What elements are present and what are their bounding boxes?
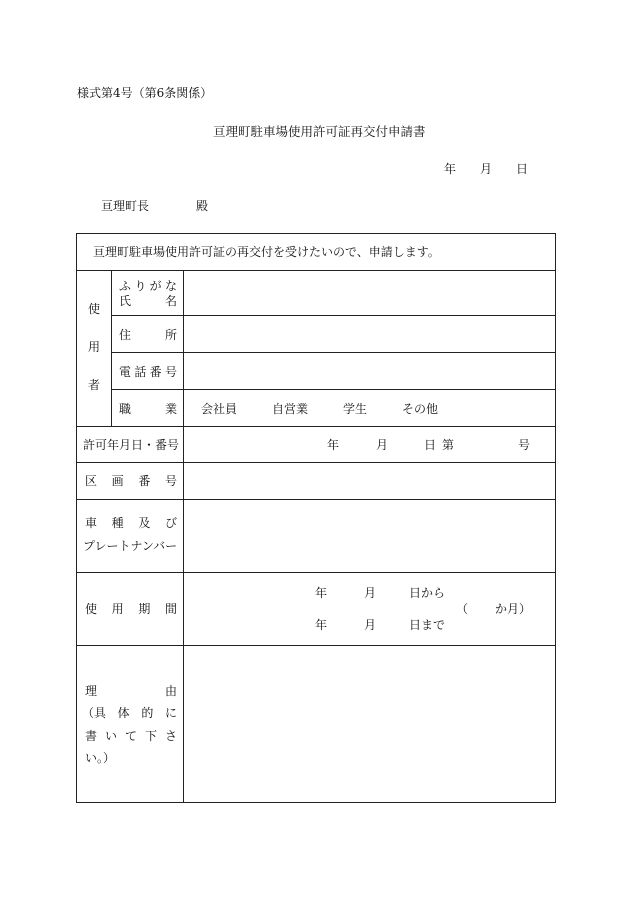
occupation-option-other[interactable]: その他 xyxy=(402,402,439,416)
reason-note-line2: 書 い て 下 さ xyxy=(85,729,177,743)
furigana-label: ふ り が な xyxy=(119,279,177,293)
row-divider xyxy=(111,389,555,390)
address-label: 住 所 xyxy=(119,328,177,342)
period-from-day-label: 日から xyxy=(409,586,446,600)
period-from-year-label: 年 xyxy=(315,586,328,600)
row-divider xyxy=(77,645,555,646)
column-divider xyxy=(183,270,184,802)
permit-dai-label: 第 xyxy=(442,438,455,452)
phone-field[interactable] xyxy=(185,354,553,388)
occupation-option-employee[interactable]: 会社員 xyxy=(201,402,238,416)
application-form-table xyxy=(76,233,556,803)
reason-field[interactable] xyxy=(185,647,553,801)
period-to-month-label: 月 xyxy=(364,618,377,632)
reason-note-line3: い。） xyxy=(85,751,116,765)
occupation-option-student[interactable]: 学生 xyxy=(343,402,368,416)
intro-text: 亘理町駐車場使用許可証の再交付を受けたいので、申請します。 xyxy=(93,245,440,259)
reason-note-line1: （具 体 的 に xyxy=(82,706,177,720)
plate-number-label: プレートナンバー xyxy=(83,539,178,553)
permit-day-label: 日 xyxy=(424,438,437,452)
row-divider xyxy=(77,572,555,573)
section-number-field[interactable] xyxy=(185,464,553,498)
period-from-month-label: 月 xyxy=(364,586,377,600)
occupation-option-self-employed[interactable]: 自営業 xyxy=(272,402,309,416)
column-divider xyxy=(111,270,112,426)
name-field[interactable] xyxy=(185,272,553,314)
row-divider xyxy=(77,426,555,427)
form-number: 様式第4号（第6条関係） xyxy=(77,86,213,100)
permit-year-label: 年 xyxy=(327,438,340,452)
date-month-label: 月 xyxy=(480,162,493,176)
period-to-day-label: 日まで xyxy=(409,618,446,632)
phone-label: 電 話 番 号 xyxy=(119,365,177,379)
period-months-open: （ xyxy=(456,602,469,616)
permit-label: 許可年月日・番号 xyxy=(83,438,180,452)
period-to-year-label: 年 xyxy=(315,618,328,632)
row-divider xyxy=(111,315,555,316)
date-day-label: 日 xyxy=(516,162,529,176)
occupation-label: 職 業 xyxy=(119,402,177,416)
name-label: 氏 名 xyxy=(119,294,177,308)
address-field[interactable] xyxy=(185,317,553,351)
addressee-honorific: 殿 xyxy=(196,199,209,213)
vehicle-type-label: 車 種 及 び xyxy=(85,516,177,530)
row-divider xyxy=(111,352,555,353)
form-title: 亘理町駐車場使用許可証再交付申請書 xyxy=(213,124,426,139)
usage-period-label: 使 用 期 間 xyxy=(85,602,177,616)
applicant-group-label: 使 用 者 xyxy=(87,302,100,392)
section-number-label: 区 画 番 号 xyxy=(85,474,177,488)
date-year-label: 年 xyxy=(444,162,457,176)
row-divider xyxy=(77,499,555,500)
vehicle-field[interactable] xyxy=(185,501,553,571)
row-divider xyxy=(77,270,555,271)
row-divider xyxy=(77,462,555,463)
permit-number-suffix: 号 xyxy=(518,438,531,452)
addressee-name: 亘理町長 xyxy=(101,199,150,213)
reason-label: 理 由 xyxy=(85,684,177,698)
permit-month-label: 月 xyxy=(376,438,389,452)
period-months-label: か月） xyxy=(495,602,532,616)
